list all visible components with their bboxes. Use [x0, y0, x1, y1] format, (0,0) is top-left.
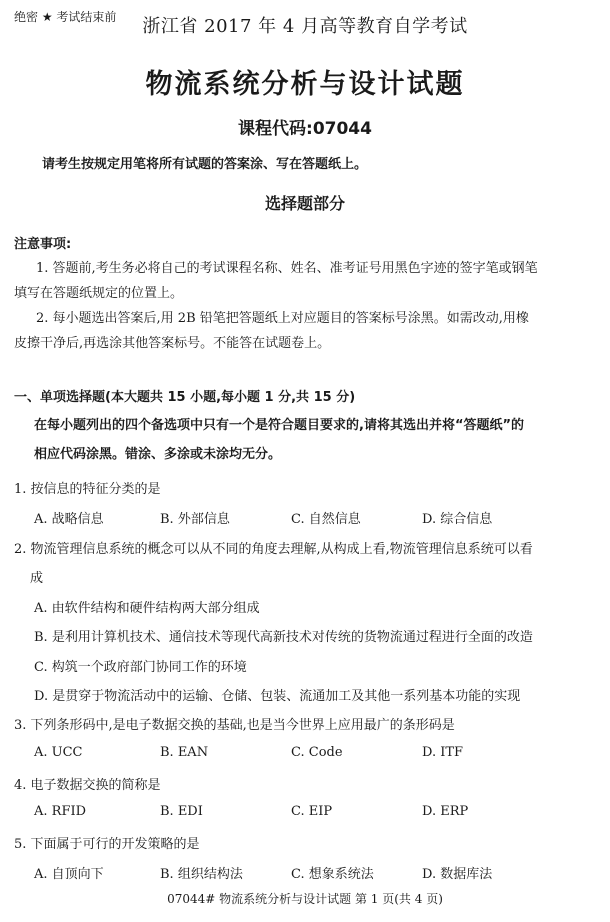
- question-4-option-d: D. ERP: [422, 804, 469, 819]
- question-3-option-c: C. Code: [291, 745, 343, 760]
- notes-item-2-line-1: 2. 每小题选出答案后,用 2B 铅笔把答题纸上对应题目的答案标号涂黑。如需改动,用橡: [36, 311, 529, 326]
- notes-item-1-line-2: 填写在答题纸规定的位置上。: [14, 286, 184, 301]
- notes-item-2: [14, 306, 529, 356]
- question-2-stem-line-2: 成: [30, 571, 44, 586]
- question-5-option-b: B. 组织结构法: [160, 867, 243, 882]
- exam-name: 浙江省 2017 年 4 月高等教育自学考试: [142, 16, 468, 37]
- course-code: 课程代码:07044: [238, 119, 372, 139]
- question-1-option-d: D. 综合信息: [422, 512, 493, 527]
- secret-label: 绝密 ★ 考试结束前: [14, 10, 117, 24]
- question-3-option-a: A. UCC: [34, 745, 83, 760]
- notes-item-1: [14, 256, 538, 306]
- question-3-stem: 3. 下列条形码中,是电子数据交换的基础,也是当今世界上应用最广的条形码是: [14, 718, 455, 733]
- question-2-stem-line-1: 2. 物流管理信息系统的概念可以从不同的角度去理解,从构成上看,物流管理信息系统可以看: [14, 542, 533, 557]
- page-footer: 07044# 物流系统分析与设计试题 第 1 页(共 4 页): [167, 892, 443, 906]
- question-2-option-c: C. 构筑一个政府部门协同工作的环境: [34, 660, 247, 675]
- question-1-option-c: C. 自然信息: [291, 512, 361, 527]
- question-4-option-b: B. EDI: [160, 804, 203, 819]
- section-title: 选择题部分: [264, 194, 345, 213]
- question-4-option-a: A. RFID: [34, 804, 87, 819]
- notes-item-2-line-2: 皮擦干净后,再选涂其他答案标号。不能答在试题卷上。: [14, 336, 331, 351]
- question-2-option-a: A. 由软件结构和硬件结构两大部分组成: [34, 601, 260, 616]
- question-section-heading: 一、单项选择题(本大题共 15 小题,每小题 1 分,共 15 分): [14, 390, 356, 405]
- question-section-desc-line-1: 在每小题列出的四个备选项中只有一个是符合题目要求的,请将其选出并将“答题纸”的: [34, 418, 525, 433]
- question-2-option-b: B. 是利用计算机技术、通信技术等现代高新技术对传统的货物流通过程进行全面的改造: [34, 630, 533, 645]
- question-2-option-d: D. 是贯穿于物流活动中的运输、仓储、包装、流通加工及其他一系列基本功能的实现: [34, 689, 521, 704]
- question-1-option-a: A. 战略信息: [34, 512, 104, 527]
- question-1-stem: 1. 按信息的特征分类的是: [14, 482, 161, 497]
- question-3-option-d: D. ITF: [422, 745, 464, 760]
- notes-heading: 注意事项:: [14, 237, 72, 252]
- question-5-option-a: A. 自顶向下: [34, 867, 104, 882]
- question-5-option-d: D. 数据库法: [422, 867, 493, 882]
- question-4-stem: 4. 电子数据交换的简称是: [14, 778, 161, 793]
- question-5-option-c: C. 想象系统法: [291, 867, 374, 882]
- instruction-text: 请考生按规定用笔将所有试题的答案涂、写在答题纸上。: [42, 157, 368, 172]
- question-section-desc-line-2: 相应代码涂黑。错涂、多涂或未涂均无分。: [34, 447, 282, 462]
- question-3-option-b: B. EAN: [160, 745, 209, 760]
- notes-item-1-line-1: 1. 答题前,考生务必将自己的考试课程名称、姓名、准考证号用黑色字迹的签字笔或钢笔: [36, 261, 538, 276]
- question-4-option-c: C. EIP: [291, 804, 333, 819]
- paper-title: 物流系统分析与设计试题: [145, 69, 465, 100]
- question-1-option-b: B. 外部信息: [160, 512, 230, 527]
- question-5-stem: 5. 下面属于可行的开发策略的是: [14, 837, 200, 852]
